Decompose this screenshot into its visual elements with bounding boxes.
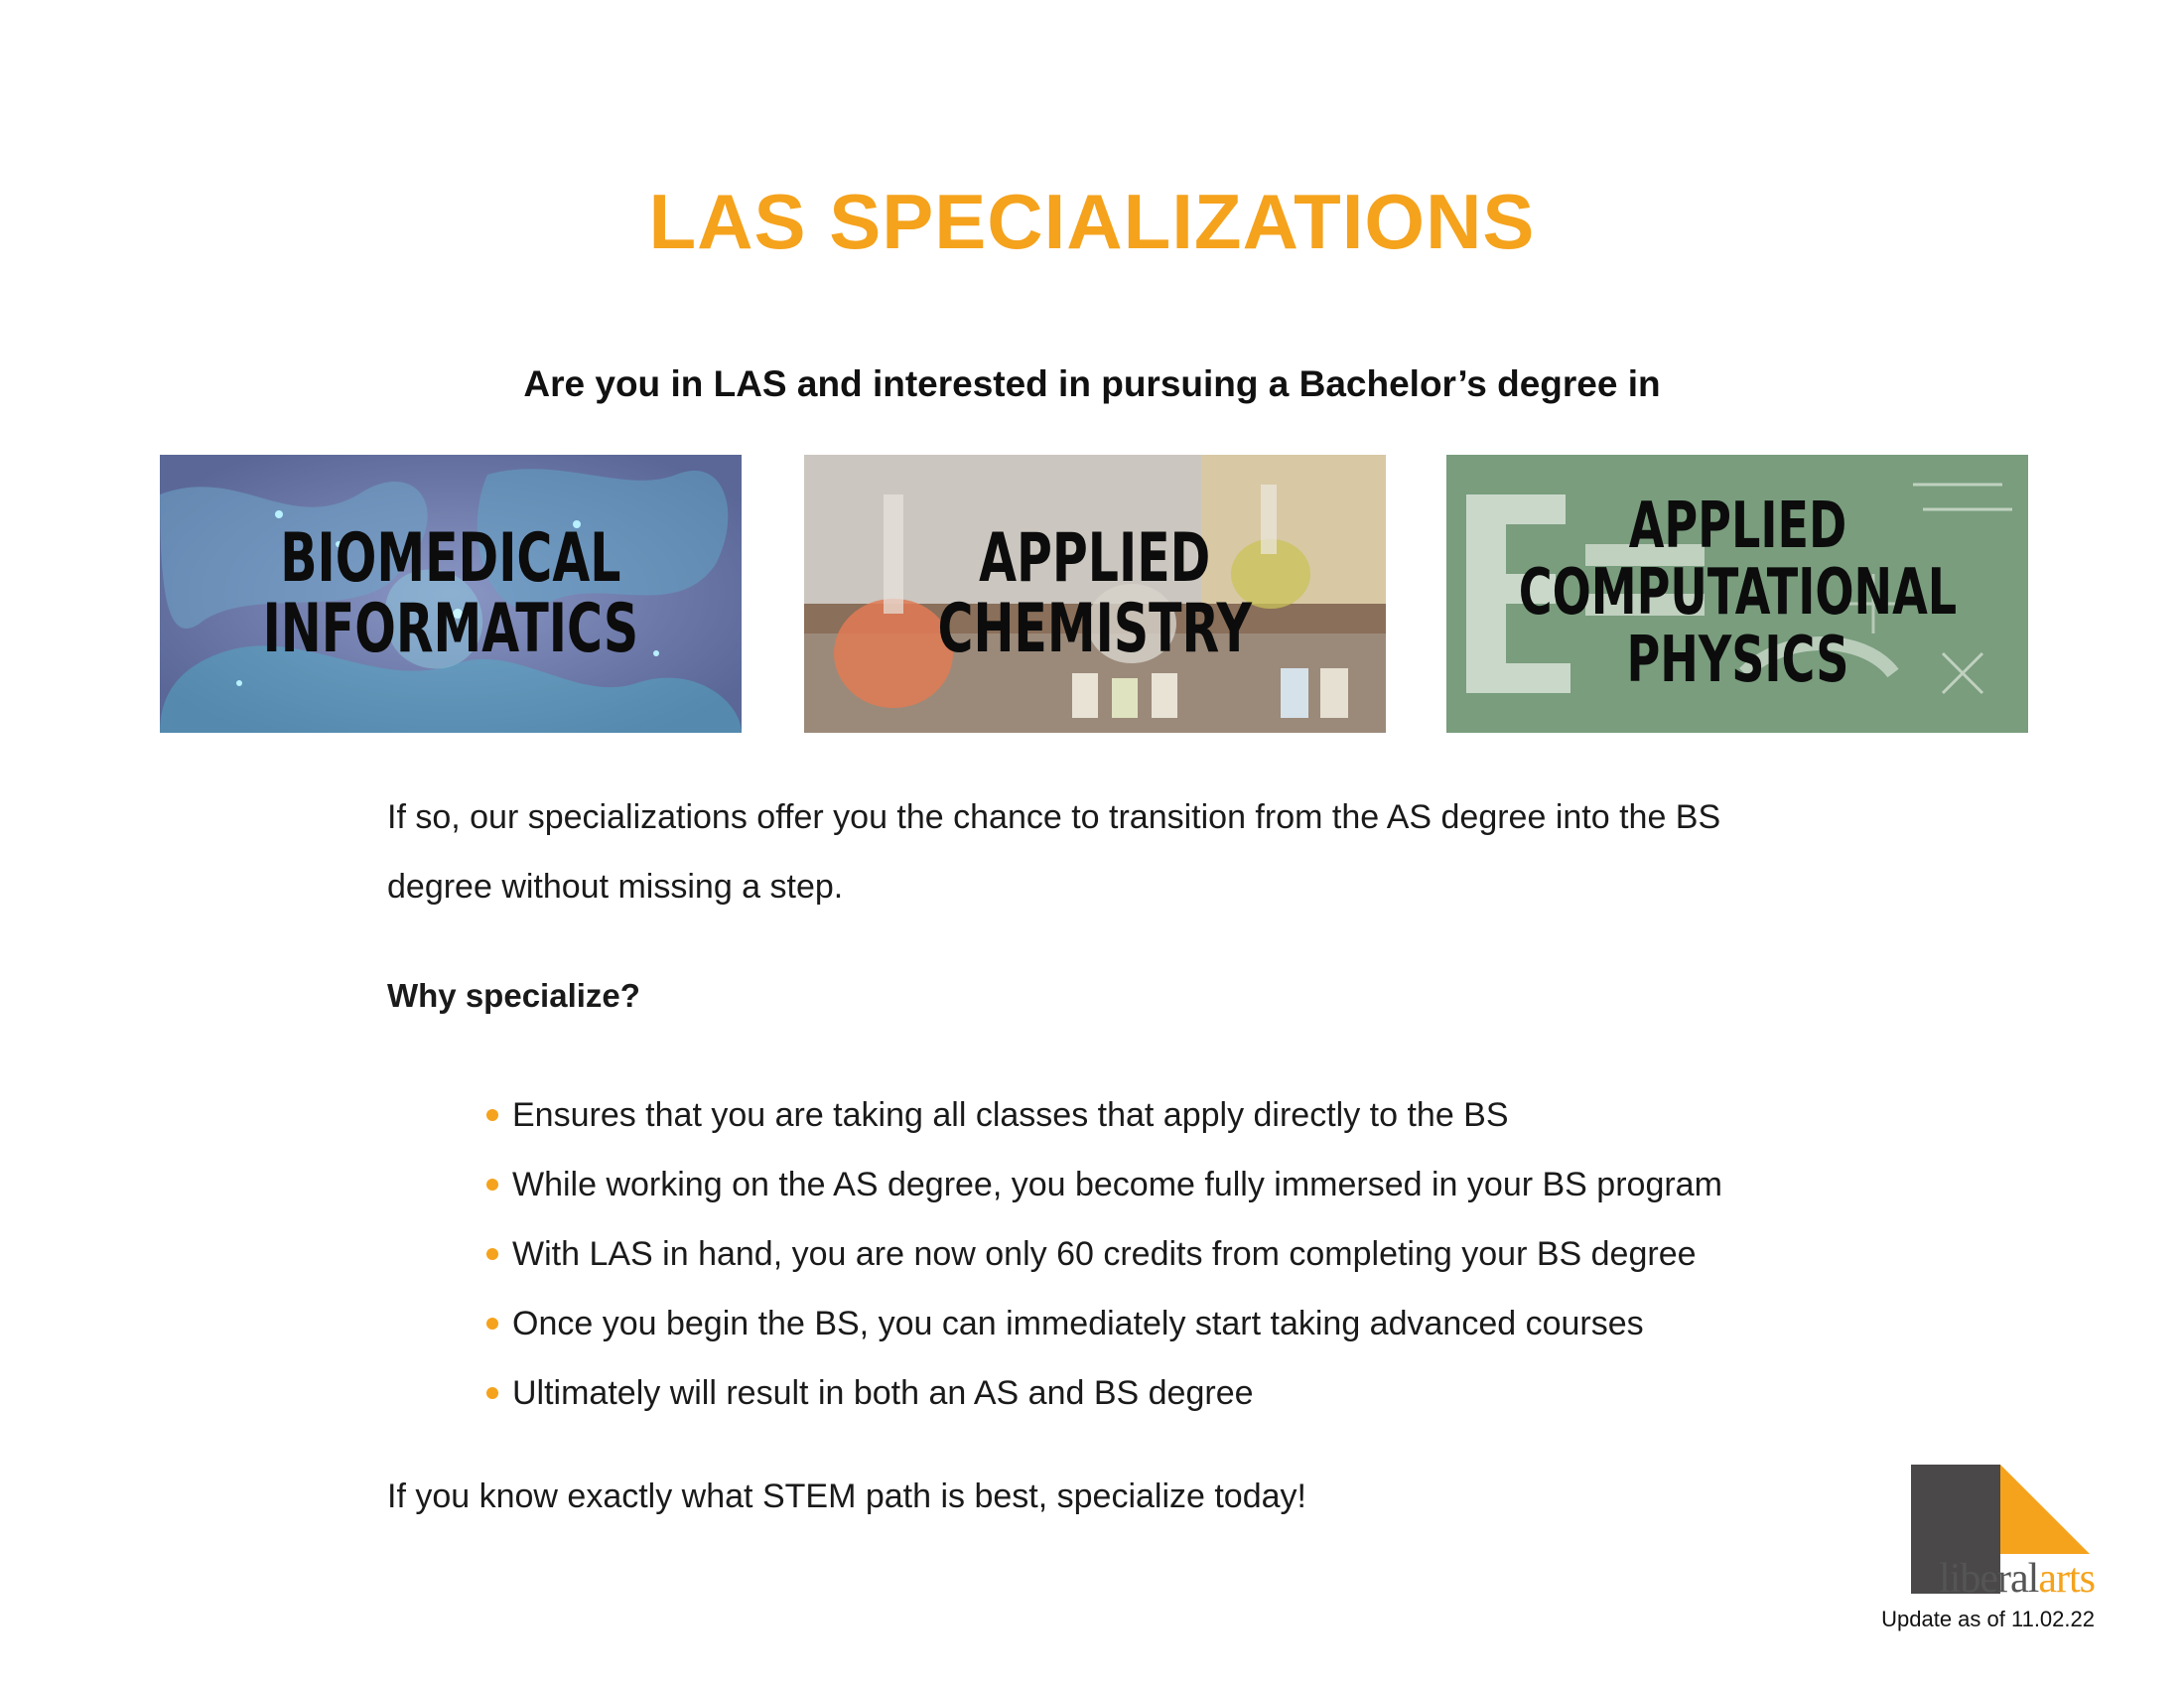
list-item xyxy=(486,1358,1722,1428)
page-title: LAS SPECIALIZATIONS xyxy=(648,178,1536,265)
list-item-text: With LAS in hand, you are now only 60 credits from completing your BS degree xyxy=(512,1235,1697,1273)
list-item xyxy=(486,1080,1722,1150)
bullet-icon xyxy=(486,1248,498,1260)
panel-label xyxy=(937,518,1253,668)
panel-applied-chemistry xyxy=(804,455,1386,733)
benefits-list xyxy=(486,1080,1722,1428)
bullet-icon xyxy=(486,1109,498,1121)
why-specialize-heading: Why specialize? xyxy=(387,977,640,1014)
list-item xyxy=(486,1219,1722,1289)
panel-label-line: PHYSICS xyxy=(1626,623,1848,697)
panel-label xyxy=(262,518,639,668)
list-item-text: Ultimately will result in both an AS and BS degree xyxy=(512,1374,1254,1412)
panel-biomedical-informatics xyxy=(160,455,742,733)
logo-wordmark xyxy=(1906,1555,2095,1603)
logo-word-arts: arts xyxy=(2038,1556,2095,1602)
panel-label xyxy=(1518,490,1957,697)
logo-word-liberal: liberal xyxy=(1939,1556,2039,1602)
panel-label-line: APPLIED xyxy=(979,518,1211,598)
intro-paragraph: If so, our specializations offer you the chance to transition from the AS degree into the BS degree without missing a step. xyxy=(387,798,1721,906)
closing-paragraph: If you know exactly what STEM path is best, specialize today! xyxy=(387,1477,1306,1515)
list-item-text: Once you begin the BS, you can immediately start taking advanced courses xyxy=(512,1305,1644,1342)
bullet-icon xyxy=(486,1318,498,1330)
update-date: Update as of 11.02.22 xyxy=(1881,1607,2095,1631)
list-item xyxy=(486,1150,1722,1219)
panel-label-line: APPLIED xyxy=(1628,490,1846,564)
bullet-icon xyxy=(486,1179,498,1191)
intro-heading: Are you in LAS and interested in pursuing a Bachelor’s degree in xyxy=(523,363,1661,404)
list-item xyxy=(486,1289,1722,1358)
list-item-text: Ensures that you are taking all classes that apply directly to the BS xyxy=(512,1096,1509,1134)
panel-label-line: INFORMATICS xyxy=(262,590,639,668)
panel-label-line: BIOMEDICAL xyxy=(280,518,621,598)
panel-label-line: CHEMISTRY xyxy=(937,590,1253,668)
list-item-text: While working on the AS degree, you become fully immersed in your BS program xyxy=(512,1166,1722,1203)
panel-label-line: COMPUTATIONAL xyxy=(1518,556,1957,631)
bullet-icon xyxy=(486,1387,498,1399)
panel-applied-computational-physics xyxy=(1446,455,2028,733)
